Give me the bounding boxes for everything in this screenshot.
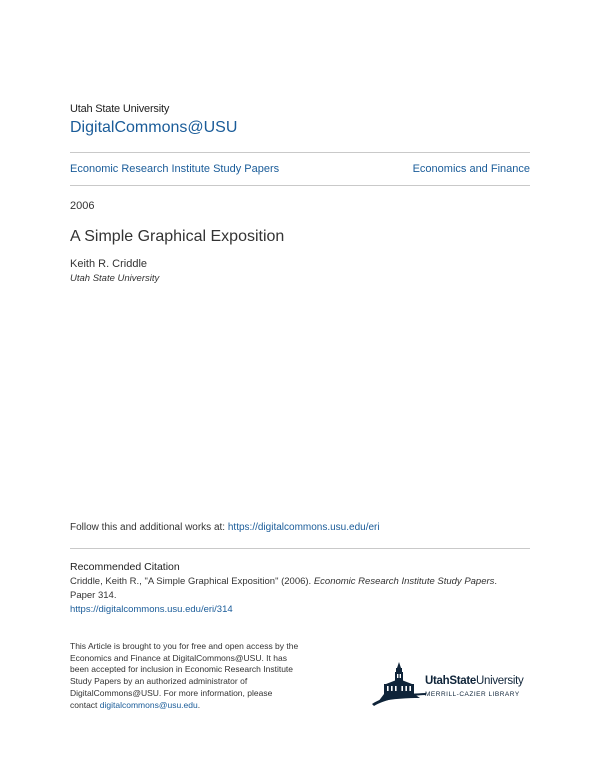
divider bbox=[70, 548, 530, 549]
follow-text: Follow this and additional works at: bbox=[70, 522, 228, 533]
citation-series: Economic Research Institute Study Papers bbox=[313, 576, 495, 587]
paper-title: A Simple Graphical Exposition bbox=[70, 228, 285, 245]
divider bbox=[70, 185, 530, 186]
access-end: . bbox=[197, 699, 201, 710]
follow-line bbox=[70, 522, 380, 533]
citation-paper: Paper 314. bbox=[70, 590, 117, 601]
logo-wordmark-light: University bbox=[475, 675, 524, 687]
logo-library-name: MERRILL-CAZIER LIBRARY bbox=[425, 691, 520, 698]
series-link[interactable]: Economic Research Institute Study Papers bbox=[70, 163, 280, 175]
author-name: Keith R. Criddle bbox=[70, 258, 148, 270]
author-affiliation: Utah State University bbox=[70, 273, 160, 284]
citation-block bbox=[70, 575, 530, 617]
divider bbox=[70, 152, 530, 153]
repository-name: DigitalCommons@USU bbox=[70, 119, 238, 136]
institution-name: Utah State University bbox=[70, 103, 170, 115]
contact-email-link[interactable]: digitalcommons@usu.edu bbox=[99, 699, 198, 710]
recommended-citation-heading: Recommended Citation bbox=[70, 561, 180, 573]
usu-library-logo bbox=[370, 660, 532, 708]
old-main-building-icon bbox=[370, 660, 428, 708]
logo-wordmark bbox=[425, 675, 523, 687]
follow-link[interactable]: https://digitalcommons.usu.edu/eri bbox=[227, 522, 380, 533]
publication-year: 2006 bbox=[70, 200, 95, 212]
citation-prefix: Criddle, Keith R., "A Simple Graphical Exposition" (2006). bbox=[70, 576, 314, 587]
citation-link[interactable]: https://digitalcommons.usu.edu/eri/314 bbox=[70, 604, 233, 615]
access-notice bbox=[70, 641, 300, 711]
logo-wordmark-bold: UtahState bbox=[425, 675, 476, 687]
department-link[interactable]: Economics and Finance bbox=[412, 163, 530, 175]
citation-suffix: . bbox=[494, 576, 498, 587]
access-text: This Article is brought to you for free and open access by the Economics and Finance at DigitalCommons@USU. It has been accepted for inclusion in Economic Research Institute Study Papers by an authorized administrator of DigitalCommons@USU. For more information, please contact bbox=[70, 641, 299, 710]
